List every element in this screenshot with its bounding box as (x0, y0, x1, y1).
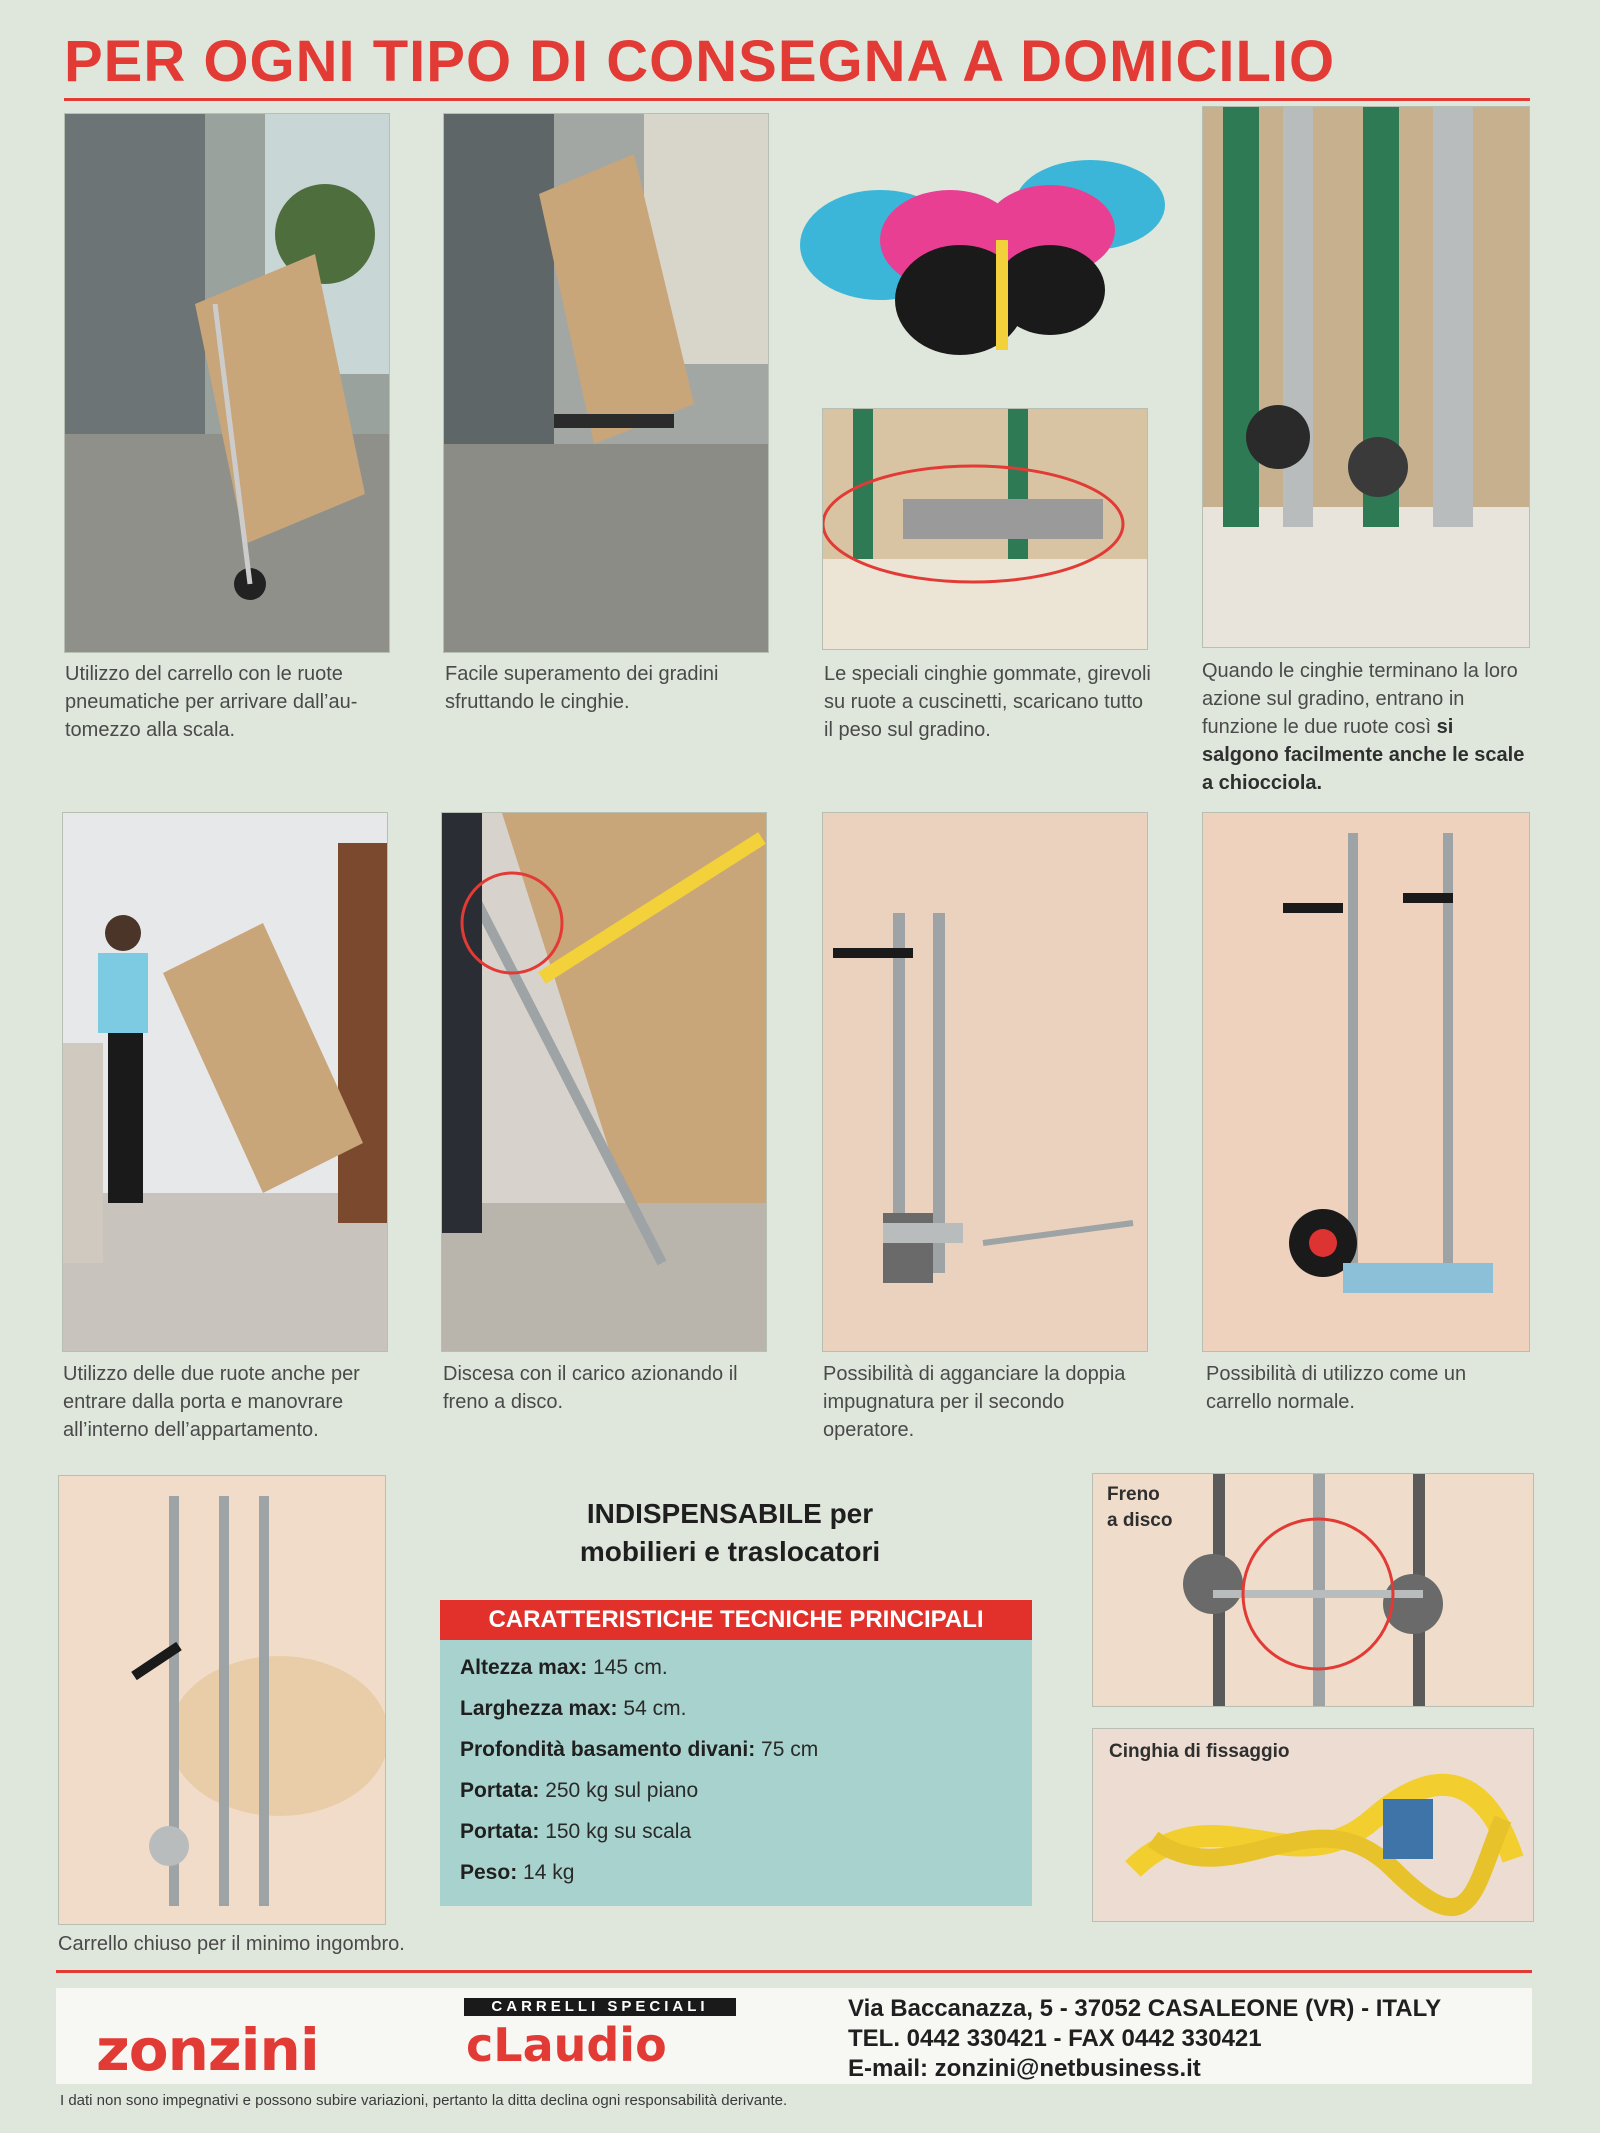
spec-label: Portata: (460, 1779, 540, 1802)
photo-indoor-maneuver (62, 812, 388, 1352)
spec-row (460, 1656, 668, 1680)
spec-label: Peso: (460, 1861, 518, 1884)
caption-spiral-stairs (1202, 657, 1532, 797)
specs-panel (440, 1640, 1032, 1906)
photo-wheels-on-step (1202, 106, 1530, 648)
spec-value: 54 cm. (617, 1697, 687, 1720)
spec-label: Portata: (460, 1820, 540, 1843)
spec-value: 75 cm (755, 1738, 819, 1761)
title-divider (64, 98, 1530, 101)
spec-label: Larghezza max: (460, 1697, 618, 1720)
phone: TEL. 0442 330421 - FAX 0442 330421 (848, 2025, 1262, 2052)
spec-label: Altezza max: (460, 1656, 588, 1679)
photo-closed-trolley (58, 1475, 386, 1925)
address: Via Baccanazza, 5 - 37052 CASALEONE (VR) - ITALY (848, 1995, 1442, 2022)
photo-strap (1092, 1728, 1534, 1922)
caption-steps: Facile superamento dei gradini sfruttando le cinghie. (445, 663, 719, 713)
photo-rubber-belts (822, 408, 1148, 650)
promo-heading (440, 1495, 1020, 1571)
promo-line-1: INDISPENSABILE per (586, 1498, 874, 1529)
caption-spiral-bold: si salgono facilmente anche le scale a chiocciola. (1202, 716, 1525, 794)
brand-logo-second: cLaudio (466, 2018, 667, 2072)
disclaimer: I dati non sono impegnativi e possono subire variazioni, pertanto la ditta declina ogni responsabilità derivante. (60, 2092, 788, 2109)
photo-double-handle (822, 812, 1148, 1352)
promo-line-2: mobilieri e traslocatori (579, 1536, 881, 1567)
photo-disc-brake-descent (441, 812, 767, 1352)
spec-value: 250 kg sul piano (539, 1779, 699, 1802)
contact-block (848, 1994, 1441, 2084)
page-title: PER OGNI TIPO DI CONSEGNA A DOMICILIO (64, 29, 1336, 94)
caption-closed-trolley: Carrello chiuso per il minimo ingombro. (58, 1933, 405, 1955)
photo-hand-truck-outdoor (64, 113, 390, 653)
photo-hand-truck-steps (443, 113, 769, 653)
spec-row (460, 1820, 691, 1844)
photo-disc-brake-detail (1092, 1473, 1534, 1707)
caption-double-handle: Possibilità di agganciare la doppia impugnatura per il secondo operatore. (823, 1363, 1126, 1441)
brake-label-line-2: a disco (1107, 1510, 1173, 1531)
footer (56, 1988, 1532, 2084)
email: E-mail: zonzini@netbusiness.it (848, 2055, 1201, 2082)
caption-pneumatic-wheels: Utilizzo del carrello con le ruote pneumatiche per arrivare dall’au-tomezzo alla scala. (65, 663, 358, 741)
caption-disc-brake-descent: Discesa con il carico azionando il freno a disco. (443, 1363, 738, 1413)
spec-row (460, 1779, 698, 1803)
butterfly-illustration (800, 150, 1170, 370)
spec-value: 14 kg (517, 1861, 575, 1884)
caption-normal-trolley: Possibilità di utilizzo come un carrello normale. (1206, 1363, 1467, 1413)
specs-heading: CARATTERISTICHE TECNICHE PRINCIPALI (440, 1600, 1032, 1640)
spec-label: Profondità basamento divani: (460, 1738, 756, 1761)
photo-normal-trolley (1202, 812, 1530, 1352)
spec-row (460, 1697, 686, 1721)
spec-value: 150 kg su scala (539, 1820, 692, 1843)
brake-label-line-1: Freno (1107, 1484, 1160, 1505)
caption-rubber-belts: Le speciali cinghie gommate, girevoli su ruote a cuscinetti, scaricano tutto il peso sul gradino. (824, 663, 1151, 741)
footer-divider (56, 1970, 1532, 1973)
brand-tagline: CARRELLI SPECIALI (464, 1998, 736, 2016)
brand-logo: zonzini (96, 2016, 319, 2084)
brake-label (1107, 1482, 1172, 1534)
strap-label: Cinghia di fissaggio (1109, 1741, 1290, 1762)
spec-row (460, 1861, 574, 1885)
caption-indoor-maneuver: Utilizzo delle due ruote anche per entrare dalla porta e manovrare all’interno dell’appartamento. (63, 1363, 360, 1441)
spec-row (460, 1738, 818, 1762)
spec-value: 145 cm. (587, 1656, 668, 1679)
caption-spiral-plain: Quando le cinghie terminano la loro azione sul gradino, entrano in funzione le due ruote così (1202, 660, 1518, 738)
